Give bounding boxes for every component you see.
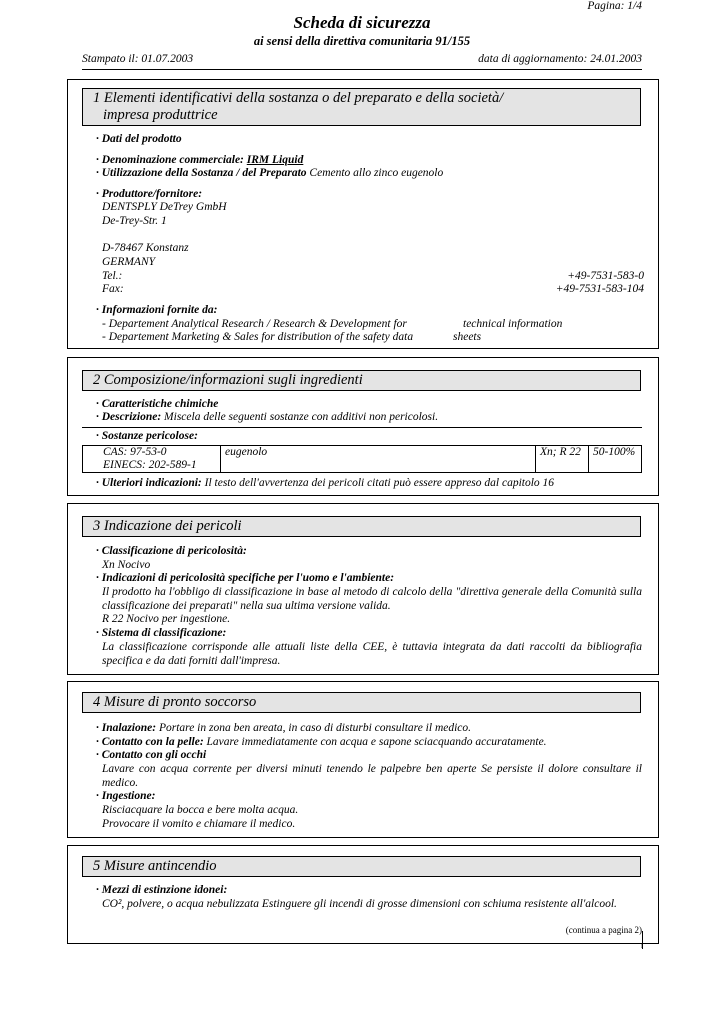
fax-value: +49-7531-583-104 (555, 283, 644, 295)
concentration-cell: 50-100% (589, 446, 642, 473)
skin-contact-value: Lavare immediatamente con acqua e sapone sciacquando accuratamente. (206, 736, 547, 748)
info-line-1: - Departement Analytical Research / Research & Development for (102, 318, 407, 330)
skin-contact-label: · Contatto con la pelle: (96, 736, 204, 748)
section-1 (67, 79, 659, 349)
section-4-heading: 4 Misure di pronto soccorso (82, 692, 641, 713)
classification-label: · Classificazione di pericolosità: (96, 545, 247, 557)
info-line-2-suffix: sheets (453, 331, 482, 343)
section-3 (67, 503, 659, 675)
header-rule (82, 69, 642, 70)
cas-number: CAS: 97-53-0 (103, 446, 167, 458)
trade-name-label: · Denominazione commerciale: (96, 154, 244, 166)
address-company: DENTSPLY DeTrey GmbH (102, 201, 227, 213)
classification-system-text: La classificazione corrisponde alle attuali liste della CEE, è tuttavia integrata da dati raccolti da bibliografia specifica e da dati forniti dall'impresa. (102, 641, 642, 667)
hazardous-substances-label: · Sostanze pericolose: (96, 430, 198, 442)
eye-contact-label: · Contatto con gli occhi (96, 749, 207, 761)
cas-cell (83, 446, 221, 473)
tel-label: Tel.: (102, 270, 123, 282)
ingestion-line-2: Provocare il vomito e chiamare il medico. (102, 818, 296, 830)
address-country: GERMANY (102, 256, 156, 268)
r22-text: R 22 Nocivo per ingestione. (102, 613, 231, 625)
description-value: Miscela delle seguenti sostanze con additivi non pericolosi. (164, 411, 439, 423)
substance-name-cell: eugenolo (221, 446, 536, 473)
description-label: · Descrizione: (96, 411, 162, 423)
tel-value: +49-7531-583-0 (567, 270, 644, 282)
section-3-heading: 3 Indicazione dei pericoli (82, 516, 641, 537)
address-street: De-Trey-Str. 1 (102, 215, 167, 227)
section-5-heading: 5 Misure antincendio (82, 856, 641, 877)
producer-label: · Produttore/fornitore: (96, 188, 203, 200)
info-label: · Informazioni fornite da: (96, 304, 218, 316)
extinguishing-media-label: · Mezzi di estinzione idonei: (96, 884, 228, 896)
specific-hazards-text: Il prodotto ha l'obbligo di classificazione in base al metodo di calcolo della "direttiva generale della Comunità sulla classificazione dei preparati" nella sua ultima versione valida. (102, 586, 642, 612)
usage-row (96, 167, 443, 181)
continuation-note: (continua a pagina 2) (565, 925, 642, 935)
hazardous-substances-table (82, 445, 642, 473)
section-4 (67, 681, 659, 838)
inhalation-row (96, 722, 471, 736)
document-title: Scheda di sicurezza (293, 13, 431, 32)
extinguishing-media-text: CO², polvere, o acqua nebulizzata Estinguere gli incendi di grosse dimensioni con schiuma resistente all'alcool. (102, 898, 617, 910)
fax-label: Fax: (102, 283, 124, 295)
ingestion-line-1: Risciacquare la bocca e bere molta acqua. (102, 804, 299, 816)
further-info-row (96, 477, 554, 491)
specific-hazards-label: · Indicazioni di pericolosità specifiche per l'uomo e l'ambiente: (96, 572, 395, 584)
section-1-heading-line1: 1 Elementi identificativi della sostanza o del preparato e della società/ (93, 90, 504, 106)
further-info-label: · Ulteriori indicazioni: (96, 477, 202, 489)
classification-value: Xn Nocivo (102, 559, 151, 571)
description-row (96, 411, 438, 425)
section-1-heading (82, 88, 641, 126)
address-city: D-78467 Konstanz (102, 242, 189, 254)
print-date: Stampato il: 01.07.2003 (82, 53, 194, 65)
eye-contact-text: Lavare con acqua corrente per diversi minuti tenendo le palpebre ben aperte Se persiste il dolore consultare il medico. (102, 763, 642, 789)
corner-mark: I (641, 944, 643, 950)
ingestion-label: · Ingestione: (96, 790, 156, 802)
classification-cell: Xn; R 22 (536, 446, 589, 473)
page-number: Pagina: 1/4 (587, 0, 642, 12)
trade-name-value: IRM Liquid (246, 154, 304, 166)
document-subtitle: ai sensi della direttiva comunitaria 91/155 (253, 34, 471, 48)
section-2 (67, 357, 659, 496)
table-row (83, 446, 642, 473)
einecs-number: EINECS: 202-589-1 (103, 459, 197, 471)
chemical-characteristics-label: · Caratteristiche chimiche (96, 398, 219, 410)
further-info-value: Il testo dell'avvertenza dei pericoli citati può essere appreso dal capitolo 16 (204, 477, 555, 489)
skin-contact-row (96, 736, 547, 750)
classification-system-label: · Sistema di classificazione: (96, 627, 227, 639)
info-line-1-suffix: technical information (463, 318, 563, 330)
product-data-label: · Dati del prodotto (96, 133, 182, 145)
info-line-2: - Departement Marketing & Sales for distribution of the safety data (102, 331, 414, 343)
inhalation-value: Portare in zona ben areata, in caso di disturbi consultare il medico. (158, 722, 472, 734)
usage-label: · Utilizzazione della Sostanza / del Preparato (96, 167, 307, 179)
divider (82, 427, 642, 428)
update-date: data di aggiornamento: 24.01.2003 (478, 53, 642, 65)
usage-value: Cemento allo zinco eugenolo (309, 167, 444, 179)
inhalation-label: · Inalazione: (96, 722, 157, 734)
section-2-heading: 2 Composizione/informazioni sugli ingredienti (82, 370, 641, 391)
trade-name-row (96, 154, 303, 168)
section-1-heading-line2: impresa produttrice (103, 107, 218, 123)
